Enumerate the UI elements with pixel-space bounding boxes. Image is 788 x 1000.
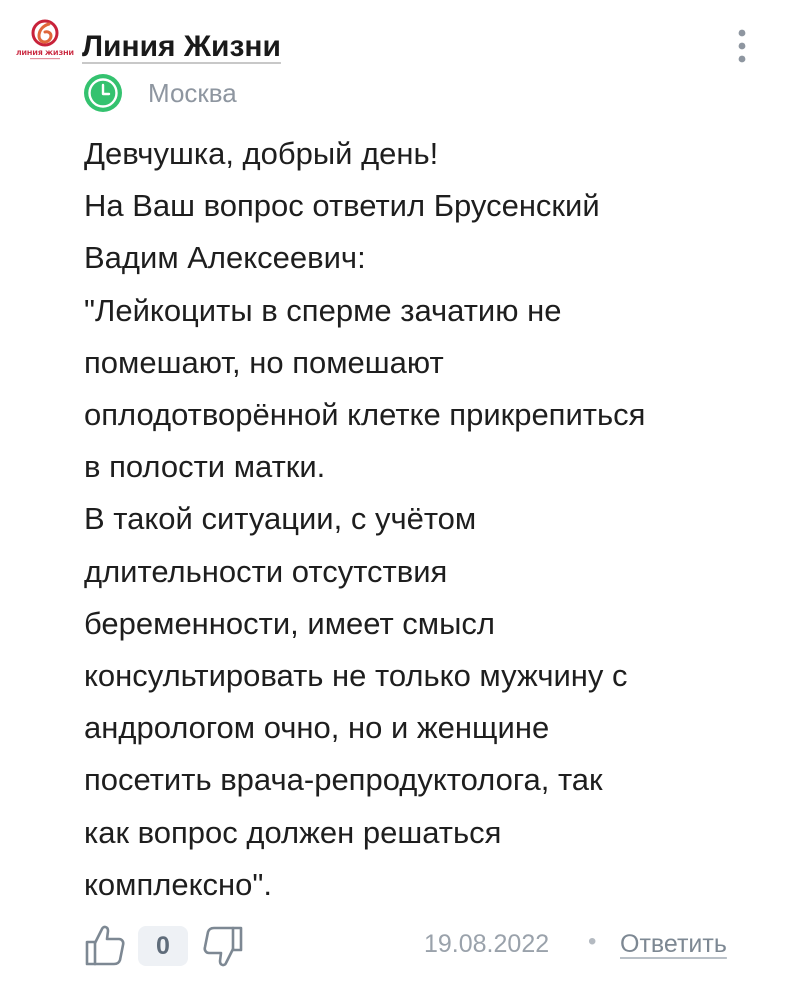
comment-text-line: беременности, имеет смысл (84, 605, 495, 641)
comment-text-line: В такой ситуации, с учётом (84, 501, 477, 537)
vote-count: 0 (138, 926, 188, 966)
comment-text-line: консультировать не только мужчину с (84, 658, 628, 694)
comment-footer (84, 918, 764, 978)
author-logo (16, 18, 74, 62)
comment-text-line: На Ваш вопрос ответил Брусенский (84, 188, 600, 224)
reply-link[interactable]: Ответить (620, 930, 727, 958)
comment-text-line: "Лейкоциты в сперме зачатию не (84, 292, 562, 328)
comment-header (18, 18, 770, 118)
comment-text-line: как вопрос должен решаться (84, 814, 502, 850)
clock-icon (84, 74, 122, 112)
comment-text-line: Девчушка, добрый день! (84, 136, 439, 171)
comment-text-line: помешают, но помешают (84, 344, 444, 380)
thumbs-up-icon[interactable] (84, 922, 126, 968)
footer-separator: • (588, 928, 597, 955)
city-label: Москва (148, 78, 237, 108)
author-logo-text: ЛИНИЯ ЖИЗНИ (16, 49, 74, 57)
comment-text-line: комплексно". (84, 866, 272, 902)
comment-text-line: в полости матки. (84, 449, 326, 485)
comment-text-line: Вадим Алексеевич: (84, 240, 366, 276)
thumbs-down-icon[interactable] (202, 924, 244, 970)
vertical-dots-icon[interactable] (730, 24, 754, 68)
comment-text (84, 128, 764, 911)
comment-text-line: длительности отсутствия (84, 553, 448, 589)
comment-text-line: посетить врача-репродуктолога, так (84, 762, 603, 798)
comment-text-line: оплодотворённой клетке прикрепиться (84, 397, 646, 433)
comment-date: 19.08.2022 (424, 930, 550, 958)
comment-text-line: андрологом очно, но и женщине (84, 710, 550, 746)
author-name[interactable]: Линия Жизни (82, 30, 281, 63)
